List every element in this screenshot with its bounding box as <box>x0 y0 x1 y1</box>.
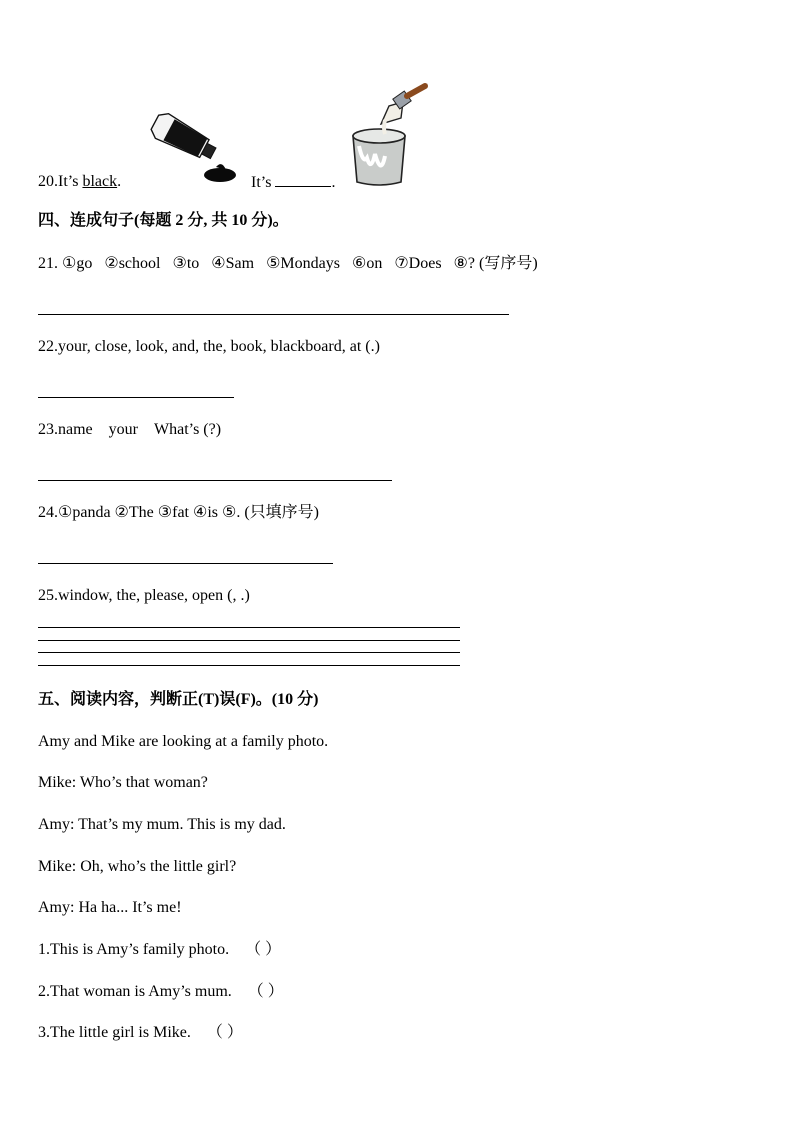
q23-word: your <box>108 421 138 438</box>
section5-heading <box>38 690 318 710</box>
judgement-answer-parens[interactable]: （ ） <box>245 941 282 958</box>
judgement-answer-parens[interactable]: （ ） <box>247 983 284 1000</box>
q21-item: ③to <box>172 255 200 272</box>
q21-prompt <box>38 254 538 274</box>
q21-answer-line[interactable] <box>38 314 509 315</box>
judgement-item <box>38 940 281 960</box>
q22-answer-line[interactable] <box>38 397 234 398</box>
q21-item: ①go <box>62 255 93 272</box>
q20-left-word: black <box>82 173 118 190</box>
q23-word: name <box>58 421 93 438</box>
q20-left <box>38 172 121 192</box>
q23-word: What’s (?) <box>153 421 222 438</box>
judgement-text: 2.That woman is Amy’s mum. <box>38 983 232 1000</box>
section4-heading: 四、连成句子(每题 2 分, 共 10 分)。 <box>38 212 289 229</box>
judgement-answer-parens[interactable]: （ ） <box>206 1024 243 1041</box>
q24-answer-line[interactable] <box>38 563 333 564</box>
q21-item: ⑥on <box>351 255 383 272</box>
q22-prompt: 22.your, close, look, and, the, book, blackboard, at (.) <box>38 338 380 355</box>
q21-item: ⑦Does <box>394 255 442 272</box>
section5-heading-part: (T) <box>198 691 220 708</box>
reading-line: Mike: Who’s that woman? <box>38 774 208 791</box>
reading-line: Amy: Ha ha... It’s me! <box>38 899 182 916</box>
paint-can-brush-image <box>345 84 430 189</box>
q20-right <box>251 172 335 193</box>
q20-number: 20. <box>38 173 58 190</box>
section5-heading-part: (F) <box>235 691 256 708</box>
q25-answer-line[interactable] <box>38 627 460 628</box>
q21-item: ④Sam <box>211 255 255 272</box>
q20-left-prefix: It’s <box>58 173 83 190</box>
section5-heading-part: 误 <box>219 691 236 708</box>
q25-answer-line[interactable] <box>38 640 460 641</box>
section5-heading-part: 。(10 分) <box>255 691 319 708</box>
q23-prompt <box>38 420 221 440</box>
black-paint-tube-image <box>140 112 240 187</box>
reading-line: Amy and Mike are looking at a family photo. <box>38 733 329 750</box>
judgement-text: 1.This is Amy’s family photo. <box>38 941 230 958</box>
q21-item: ⑤Mondays <box>266 255 340 272</box>
judgement-item <box>38 982 284 1002</box>
q24-prompt: 24.①panda ②The ③fat ④is ⑤. (只填序号) <box>38 504 320 521</box>
q25-prompt: 25.window, the, please, open (, .) <box>38 587 250 604</box>
q20-left-suffix: . <box>117 173 122 190</box>
reading-line: Mike: Oh, who’s the little girl? <box>38 858 237 875</box>
judgement-text: 3.The little girl is Mike. <box>38 1024 191 1041</box>
q20-right-prefix: It’s <box>251 174 276 191</box>
q21-item: ⑧? <box>453 255 475 272</box>
q20-right-suffix: . <box>331 174 336 191</box>
judgement-item <box>38 1023 243 1043</box>
section5-heading-part: 五、阅读内容，判断正 <box>38 691 199 708</box>
q25-answer-line[interactable] <box>38 652 460 653</box>
q21-item: ②school <box>104 255 161 272</box>
reading-line: Amy: That’s my mum. This is my dad. <box>38 816 286 833</box>
q23-answer-line[interactable] <box>38 480 392 481</box>
q21-note: (写序号) <box>479 255 538 272</box>
q23-number: 23. <box>38 421 58 438</box>
q25-answer-line[interactable] <box>38 665 460 666</box>
q20-answer-blank[interactable] <box>275 172 331 187</box>
q21-number: 21. <box>38 255 62 272</box>
